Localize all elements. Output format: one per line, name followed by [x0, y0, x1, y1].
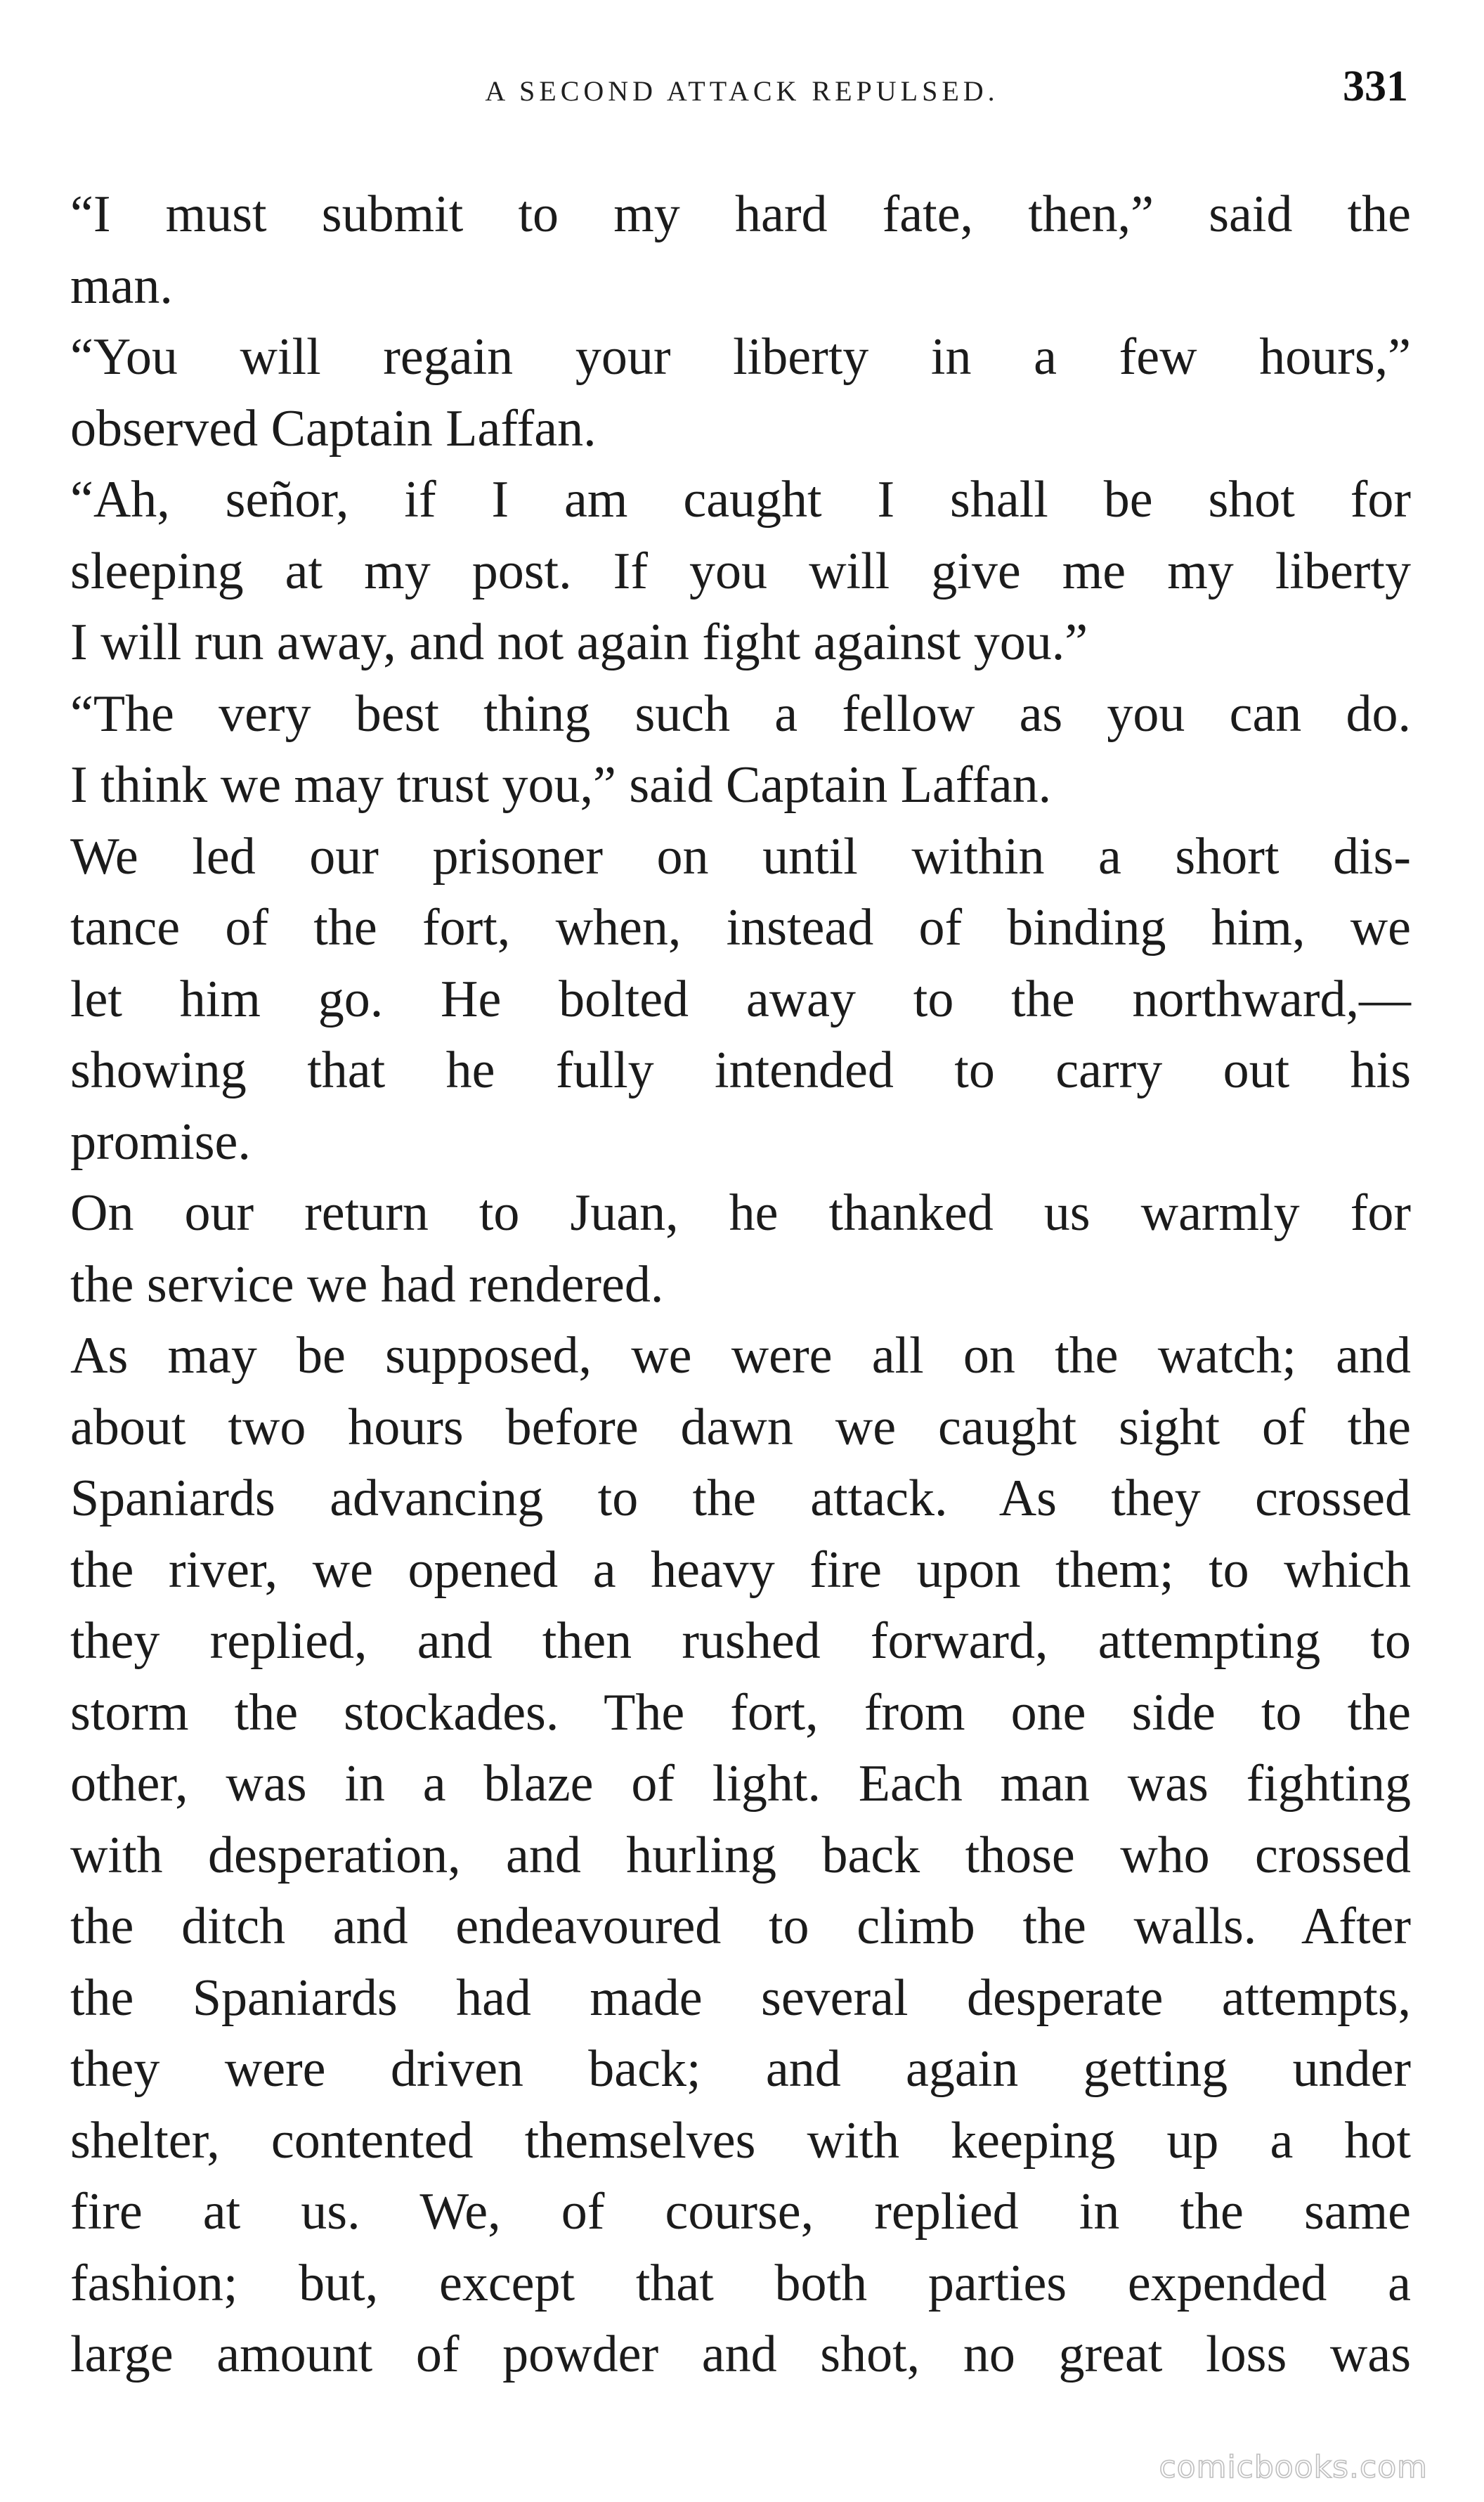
text-line: “I must submit to my hard fate, then,” said the — [70, 186, 1411, 243]
text-line: We led our prisoner on until within a short dis- — [70, 827, 1411, 886]
paragraph — [70, 1178, 1411, 1321]
paragraph — [70, 1321, 1411, 2391]
text-line: “The very best thing such a fellow as you can do. — [70, 685, 1411, 743]
text-line: Spaniards advancing to the attack. As they crossed — [70, 1470, 1411, 1527]
text-line: tance of the fort, when, instead of binding him, we — [70, 899, 1411, 957]
text-line: they replied, and then rushed forward, attempting to — [70, 1612, 1411, 1670]
text-line: showing that he fully intended to carry out his — [70, 1042, 1411, 1099]
paragraph — [70, 322, 1411, 465]
text-line: “You will regain your liberty in a few hours,” — [70, 328, 1411, 386]
text-line: the ditch and endeavoured to climb the walls. After — [70, 1898, 1411, 1955]
paragraph — [70, 679, 1411, 822]
text-line: let him go. He bolted away to the northward,— — [70, 970, 1411, 1028]
text-line: large amount of powder and shot, no great loss was — [70, 2326, 1411, 2383]
running-title: A SECOND ATTACK REPULSED. — [485, 75, 999, 107]
text-line: observed Captain Laffan. — [70, 399, 597, 458]
text-line: fire at us. We, of course, replied in the same — [70, 2183, 1411, 2241]
text-line: about two hours before dawn we caught sight of the — [70, 1398, 1411, 1456]
text-line: they were driven back; and again getting under — [70, 2040, 1411, 2098]
paragraph — [70, 465, 1411, 679]
text-line: I will run away, and not again fight against you.” — [70, 614, 1088, 671]
text-line: the Spaniards had made several desperate attempts, — [70, 1969, 1411, 2027]
text-line: fashion; but, except that both parties expended a — [70, 2254, 1411, 2312]
paragraph — [70, 179, 1411, 322]
text-line: the river, we opened a heavy fire upon them; to which — [70, 1541, 1411, 1599]
page-number: 331 — [1343, 63, 1408, 110]
text-line: I think we may trust you,” said Captain Laffan. — [70, 756, 1052, 814]
body-text — [70, 179, 1411, 2391]
text-line: storm the stockades. The fort, from one side to the — [70, 1683, 1411, 1742]
text-line: shelter, contented themselves with keeping up a hot — [70, 2111, 1411, 2170]
watermark: comicbooks.com — [1159, 2449, 1428, 2485]
text-line: man. — [70, 257, 173, 315]
running-head — [70, 62, 1414, 125]
text-line: “Ah, señor, if I am caught I shall be shot for — [70, 471, 1411, 529]
text-line: promise. — [70, 1113, 251, 1171]
text-line: On our return to Juan, he thanked us warmly for — [70, 1184, 1411, 1242]
text-line: other, was in a blaze of light. Each man was fighting — [70, 1755, 1411, 1813]
text-line: the service we had rendered. — [70, 1255, 664, 1314]
text-line: sleeping at my post. If you will give me my liberty — [70, 542, 1411, 600]
text-line: with desperation, and hurling back those who crossed — [70, 1826, 1411, 1884]
paragraph — [70, 822, 1411, 1179]
text-line: As may be supposed, we were all on the watch; and — [70, 1327, 1411, 1385]
